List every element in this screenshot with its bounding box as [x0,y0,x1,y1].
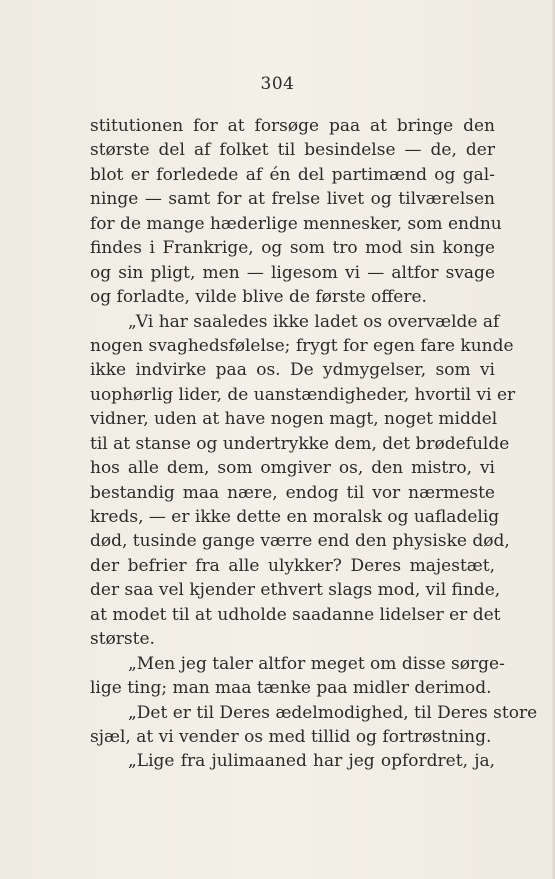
text-line: død, tusinde gange værre end den physiske død, [90,531,510,552]
text-line: største del af folket til besindelse — de, der [90,140,495,161]
text-line: sjæl, at vi vender os med tillid og fortrøstning. [90,726,492,747]
text-line: stitutionen for at forsøge paa at bringe den [90,116,495,136]
text-line: „Men jeg taler altfor meget om disse sørge- [128,653,505,674]
text-line: hos alle dem, som omgiver os, den mistro, vi [90,458,495,479]
text-line: „Det er til Deres ædelmodighed, til Deres store [128,702,538,723]
text-line: der befrier fra alle ulykker? Deres majestæt, [90,555,495,576]
text-line: og forladte, vilde blive de første offere. [90,287,427,308]
text-line: „Vi har saaledes ikke ladet os overvælde af [128,311,500,332]
text-line: bestandig maa nære, endog til vor nærmeste [90,482,495,503]
text-line: at modet til at udholde saadanne lidelser er det [90,604,501,625]
text-line: findes i Frankrige, og som tro mod sin konge [90,238,495,259]
text-line: der saa vel kjender ethvert slags mod, vil finde, [90,580,501,601]
text-line: blot er forledede af én del partimænd og gal- [90,164,495,185]
text-line: til at stanse og undertrykke dem, det brødefulde [90,433,510,454]
text-line: største. [90,629,155,650]
text-line: „Lige fra julimaaned har jeg opfordret, ja, [128,751,495,772]
text-line: for de mange hæderlige mennesker, som endnu [90,213,502,234]
text-line: ninge — samt for at frelse livet og tilværelsen [90,189,495,210]
page-number: 304 [260,74,295,94]
text-line: nogen svaghedsfølelse; frygt for egen fare kunde [90,335,514,356]
text-line: uophørlig lider, de uanstændigheder, hvortil vi er [90,384,516,405]
text-line: lige ting; man maa tænke paa midler derimod. [90,678,492,699]
text-line: kreds, — er ikke dette en moralsk og uafladelig [90,507,500,527]
body-text [90,114,538,774]
text-line: og sin pligt, men — ligesom vi — altfor svage [90,262,495,283]
text-line: ikke indvirke paa os. De ydmygelser, som vi [90,360,495,381]
text-line: vidner, uden at have nogen magt, noget middel [90,409,498,430]
